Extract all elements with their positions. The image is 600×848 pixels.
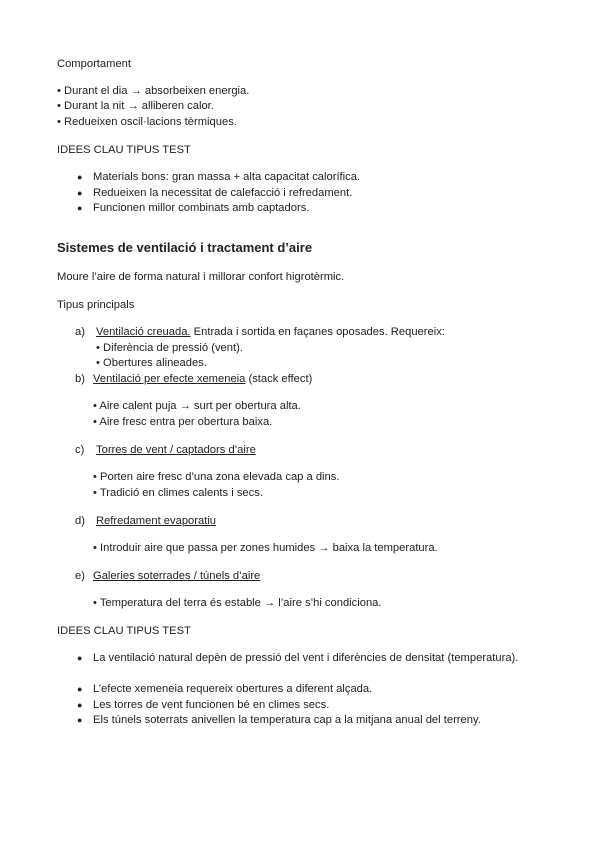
bullet-icon: ● [77, 203, 83, 213]
list-marker: d) [75, 515, 85, 527]
ideas-heading: IDEES CLAU TIPUS TEST [57, 625, 191, 637]
ideas-bullet-text: La ventilació natural depèn de pressió del vent i diferències de densitat (temperatura). [93, 652, 519, 664]
comportament-line: • Durant el dia → absorbeixen energia. [57, 85, 250, 97]
bullet-icon: ● [77, 188, 83, 198]
comportament-heading: Comportament [57, 58, 131, 70]
list-item-title: Torres de vent / captadors d’aire [96, 444, 256, 456]
list-sub-line: • Introduir aire que passa per zones humides → baixa la temperatura. [93, 542, 438, 554]
section-intro: Moure l’aire de forma natural i millorar confort higrotèrmic. [57, 271, 345, 283]
list-sub-line: • Aire calent puja → surt per obertura alta. [93, 400, 301, 412]
tipus-heading: Tipus principals [57, 299, 135, 311]
list-sub-line: • Diferència de pressió (vent). [96, 342, 243, 354]
list-item [93, 372, 312, 387]
list-marker: c) [75, 444, 85, 456]
bullet-icon: ● [77, 653, 83, 663]
ideas-bullet-text: Funcionen millor combinats amb captadors. [93, 202, 310, 214]
list-sub-line: • Obertures alineades. [96, 357, 207, 369]
list-item-rest: Entrada i sortida en façanes oposades. Requereix: [190, 326, 445, 338]
list-item-rest: (stack effect) [245, 373, 313, 385]
list-item-title: Refredament evaporatiu [96, 515, 217, 527]
list-sub-line: • Temperatura del terra és estable → l’aire s’hi condiciona. [93, 597, 382, 609]
list-item [96, 514, 216, 529]
ideas-bullet-text: Les torres de vent funcionen bé en climes secs. [93, 699, 330, 711]
ideas-heading: IDEES CLAU TIPUS TEST [57, 144, 191, 156]
comportament-line: • Redueixen oscil·lacions tèrmiques. [57, 116, 237, 128]
list-sub-line: • Porten aire fresc d’una zona elevada cap a dins. [93, 471, 340, 483]
list-item [96, 443, 256, 458]
list-item [93, 569, 260, 584]
list-item-title: Ventilació creuada. [96, 326, 191, 338]
ideas-bullet-text: Els túnels soterrats anivellen la temperatura cap a la mitjana anual del terreny. [93, 714, 481, 726]
list-item-title: Ventilació per efecte xemeneia [93, 373, 246, 385]
ideas-bullet-text: L’efecte xemeneia requereix obertures a diferent alçada. [93, 683, 373, 695]
list-marker: b) [75, 373, 85, 385]
ideas-bullet-text: Materials bons: gran massa + alta capacitat calorífica. [93, 171, 361, 183]
section-title: Sistemes de ventilació i tractament d’aire [57, 240, 313, 255]
bullet-icon: ● [77, 684, 83, 694]
bullet-icon: ● [77, 172, 83, 182]
list-item-title: Galeries soterrades / túnels d’aire [93, 570, 261, 582]
ideas-bullet-text: Redueixen la necessitat de calefacció i refredament. [93, 187, 353, 199]
list-marker: e) [75, 570, 85, 582]
list-item [96, 325, 445, 340]
list-sub-line: • Aire fresc entra per obertura baixa. [93, 416, 273, 428]
bullet-icon: ● [77, 700, 83, 710]
list-marker: a) [75, 326, 85, 338]
list-sub-line: • Tradició en climes calents i secs. [93, 487, 263, 499]
bullet-icon: ● [77, 715, 83, 725]
comportament-line: • Durant la nit → alliberen calor. [57, 100, 214, 112]
